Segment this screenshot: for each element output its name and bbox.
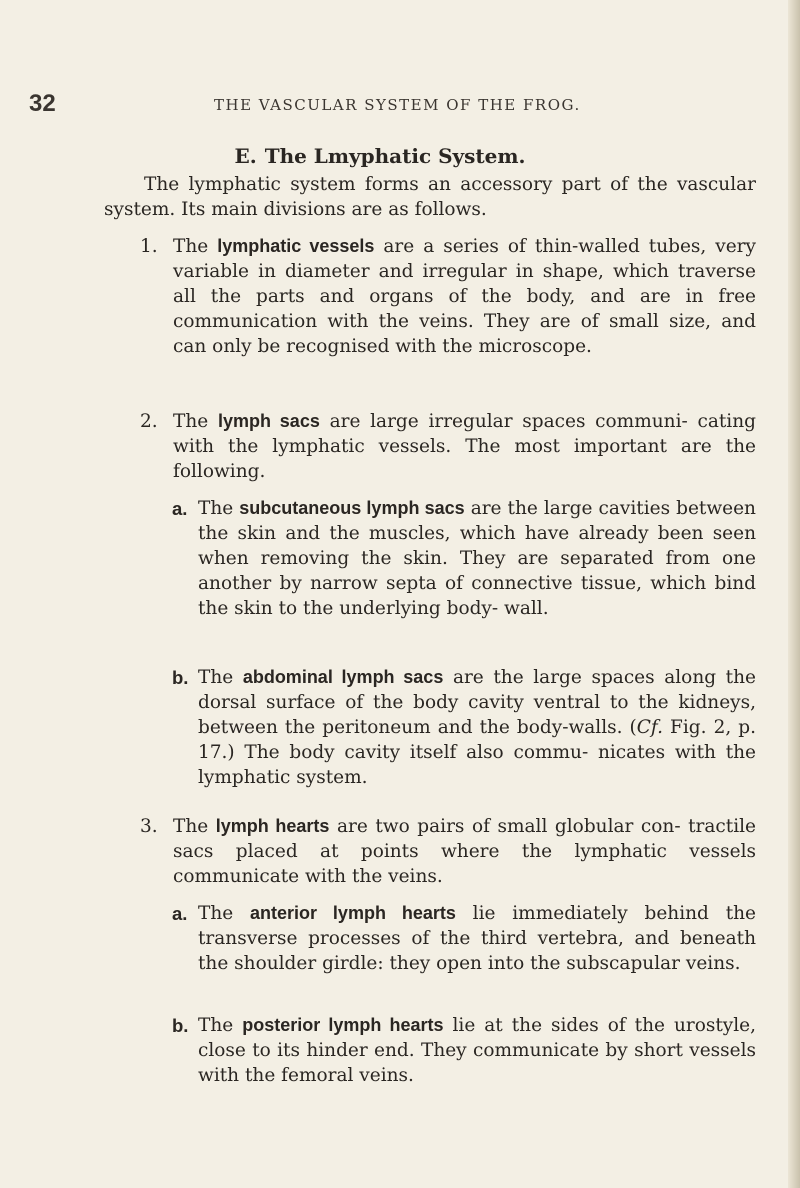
sub-item-letter: b. — [172, 667, 189, 688]
item-lead: The — [173, 411, 209, 432]
sub-item-lead: The — [198, 903, 234, 924]
list-item-lymph-hearts — [140, 814, 756, 889]
item-text: are a series of thin-walled tubes, very variable in diameter and irregular in shape, which traverse all the parts and organs of the body, and are in free communication with the veins. They are of small size, and can only be recognised with the microscope. — [173, 236, 756, 357]
sub-item-letter: a. — [172, 903, 188, 924]
page-edge — [788, 0, 800, 1188]
item-number: 3. — [140, 816, 158, 837]
sub-item-lead: The — [198, 1015, 234, 1036]
item-text: are large irregular spaces communi- cating with the lymphatic vessels. The most important are the following. — [173, 411, 756, 482]
item-text: are two pairs of small globular con- tractile sacs placed at points where the lymphatic vessels communicate with the veins. — [173, 816, 756, 887]
item-number: 1. — [140, 236, 158, 257]
section-letter: E. — [234, 144, 257, 168]
item-number: 2. — [140, 411, 158, 432]
item-lead: The — [173, 236, 209, 257]
sub-item-anterior-lymph-hearts — [172, 901, 756, 976]
list-item-lymph-sacs — [140, 409, 756, 484]
item-term: lymphatic vessels — [217, 236, 375, 256]
sub-item-term: subcutaneous lymph sacs — [239, 498, 465, 518]
sub-item-text: lie at the sides of the urostyle, close to its hinder end. They communicate by short vessels with the femoral veins. — [198, 1015, 756, 1086]
page-number: 32 — [29, 90, 56, 117]
sub-item-text: are the large cavities between the skin and the muscles, which have already been seen when removing the skin. They are separated from one another by narrow septa of connective tissue, which bind the skin to the underlying body- wall. — [198, 498, 756, 619]
sub-item-letter: a. — [172, 498, 188, 519]
sub-item-term: abdominal lymph sacs — [242, 667, 444, 687]
intro-paragraph: The lymphatic system forms an accessory part of the vascular system. Its main divisions are as follows. — [104, 174, 756, 220]
sub-item-letter: b. — [172, 1015, 189, 1036]
sub-item-text: lie immediately behind the transverse processes of the third vertebra, and beneath the shoulder girdle: they open into the subscapular veins. — [198, 903, 756, 974]
sub-item-abdominal-lymph-sacs — [172, 665, 756, 790]
figure-reference-cf: Cf. — [636, 717, 664, 738]
item-term: lymph hearts — [215, 816, 330, 836]
item-lead: The — [173, 816, 209, 837]
page-header — [0, 90, 800, 120]
sub-item-text-before-ref: are the large spaces along the dorsal surface of the body cavity ventral to the kidneys, between the peritoneum and the body-walls. ( — [198, 667, 756, 738]
section-title-text: The Lmyphatic System. — [264, 144, 526, 168]
sub-item-text-after-ref: Fig. 2, p. 17.) The body cavity itself also commu- nicates with the lymphatic system. — [198, 717, 756, 788]
sub-item-posterior-lymph-hearts — [172, 1013, 756, 1088]
item-term: lymph sacs — [217, 411, 320, 431]
sub-item-lead: The — [198, 667, 234, 688]
list-item-lymphatic-vessels — [140, 234, 756, 359]
sub-item-term: anterior lymph hearts — [250, 903, 456, 923]
sub-item-lead: The — [198, 498, 234, 519]
sub-item-subcutaneous-lymph-sacs — [172, 496, 756, 621]
section-title — [0, 144, 760, 168]
running-title: THE VASCULAR SYSTEM OF THE FROG. — [214, 96, 581, 114]
sub-item-term: posterior lymph hearts — [242, 1015, 444, 1035]
